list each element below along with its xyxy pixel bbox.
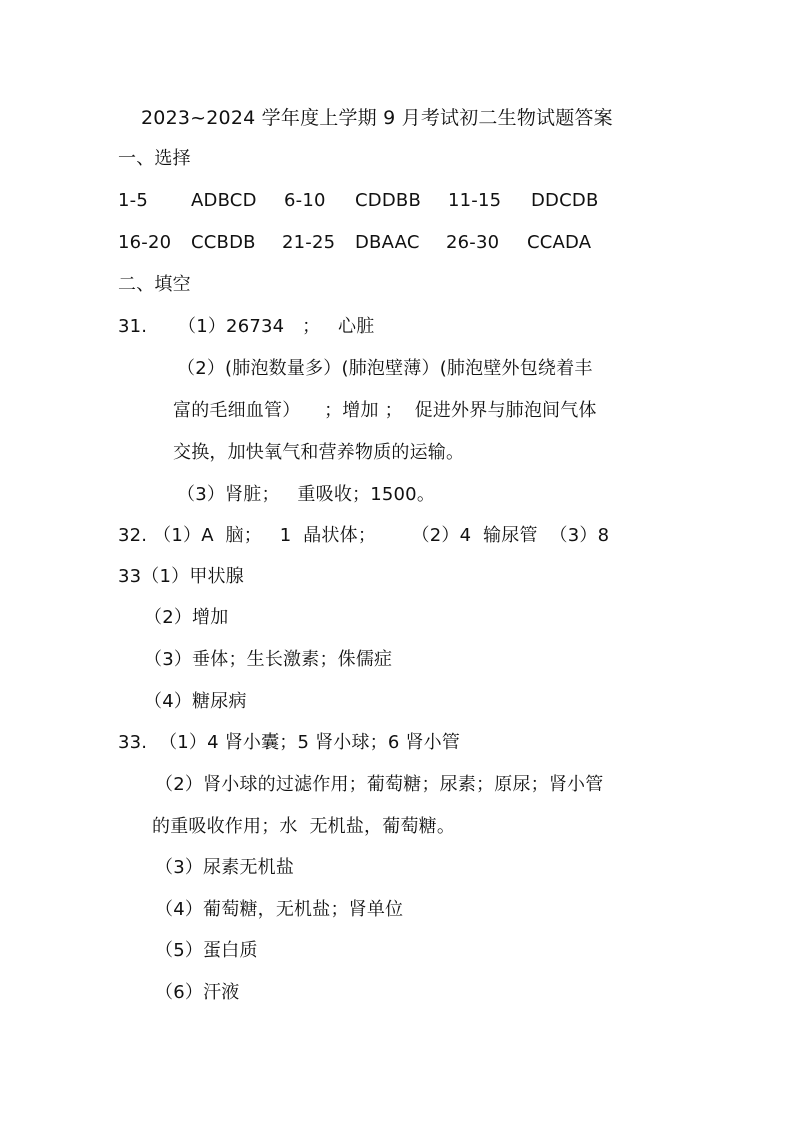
- q31-part2-line3: 交换，加快氧气和营养物质的运输。: [173, 442, 465, 463]
- q33b-part6: （6）汗液: [155, 982, 240, 1003]
- q31-part1: （1）26734 ； 心脏: [178, 316, 375, 337]
- q33b-part4: （4）葡萄糖，无机盐；肾单位: [155, 899, 404, 920]
- q33b-part5: （5）蛋白质: [155, 940, 258, 961]
- mc-range: 11-15: [448, 190, 502, 211]
- mc-answer: ADBCD: [191, 190, 257, 211]
- page-title: 2023~2024 学年度上学期 9 月考试初二生物试题答案: [141, 107, 613, 129]
- section-heading-fill: 二、填空: [118, 274, 191, 295]
- mc-answer: CCADA: [527, 232, 592, 253]
- mc-range: 26-30: [446, 232, 500, 253]
- mc-range: 21-25: [282, 232, 336, 253]
- mc-answer: DDCDB: [531, 190, 599, 211]
- q31-number: 31.: [118, 316, 148, 337]
- q33a-part4: （4）糖尿病: [144, 691, 247, 712]
- mc-answer: CDDBB: [355, 190, 421, 211]
- mc-range: 16-20: [118, 232, 172, 253]
- q33a-part1: 33（1）甲状腺: [118, 566, 244, 587]
- q31-part3: （3）肾脏； 重吸收；1500。: [177, 484, 436, 505]
- q33a-part2: （2）增加: [144, 607, 229, 628]
- q33b-part2-line2: 的重吸收作用；水 无机盐，葡萄糖。: [152, 816, 456, 837]
- q33a-part3: （3）垂体；生长激素；侏儒症: [144, 649, 393, 670]
- mc-range: 1-5: [118, 190, 148, 211]
- q31-part2-line2: 富的毛细血管） ；增加 ； 促进外界与肺泡间气体: [173, 400, 597, 421]
- q33b-part1: 33. （1）4 肾小囊；5 肾小球；6 肾小管: [118, 732, 461, 753]
- q31-part2-line1: （2）(肺泡数量多）(肺泡壁薄）(肺泡壁外包绕着丰: [177, 358, 593, 379]
- mc-answer: CCBDB: [191, 232, 256, 253]
- q33b-part2-line1: （2）肾小球的过滤作用；葡萄糖；尿素；原尿；肾小管: [155, 774, 604, 795]
- mc-range: 6-10: [284, 190, 326, 211]
- section-heading-choice: 一、选择: [118, 148, 191, 169]
- q32-answer: 32. （1）A 脑； 1 晶状体； （2）4 输尿管 （3）8: [118, 525, 610, 546]
- mc-answer: DBAAC: [355, 232, 420, 253]
- q33b-part3: （3）尿素无机盐: [155, 857, 295, 878]
